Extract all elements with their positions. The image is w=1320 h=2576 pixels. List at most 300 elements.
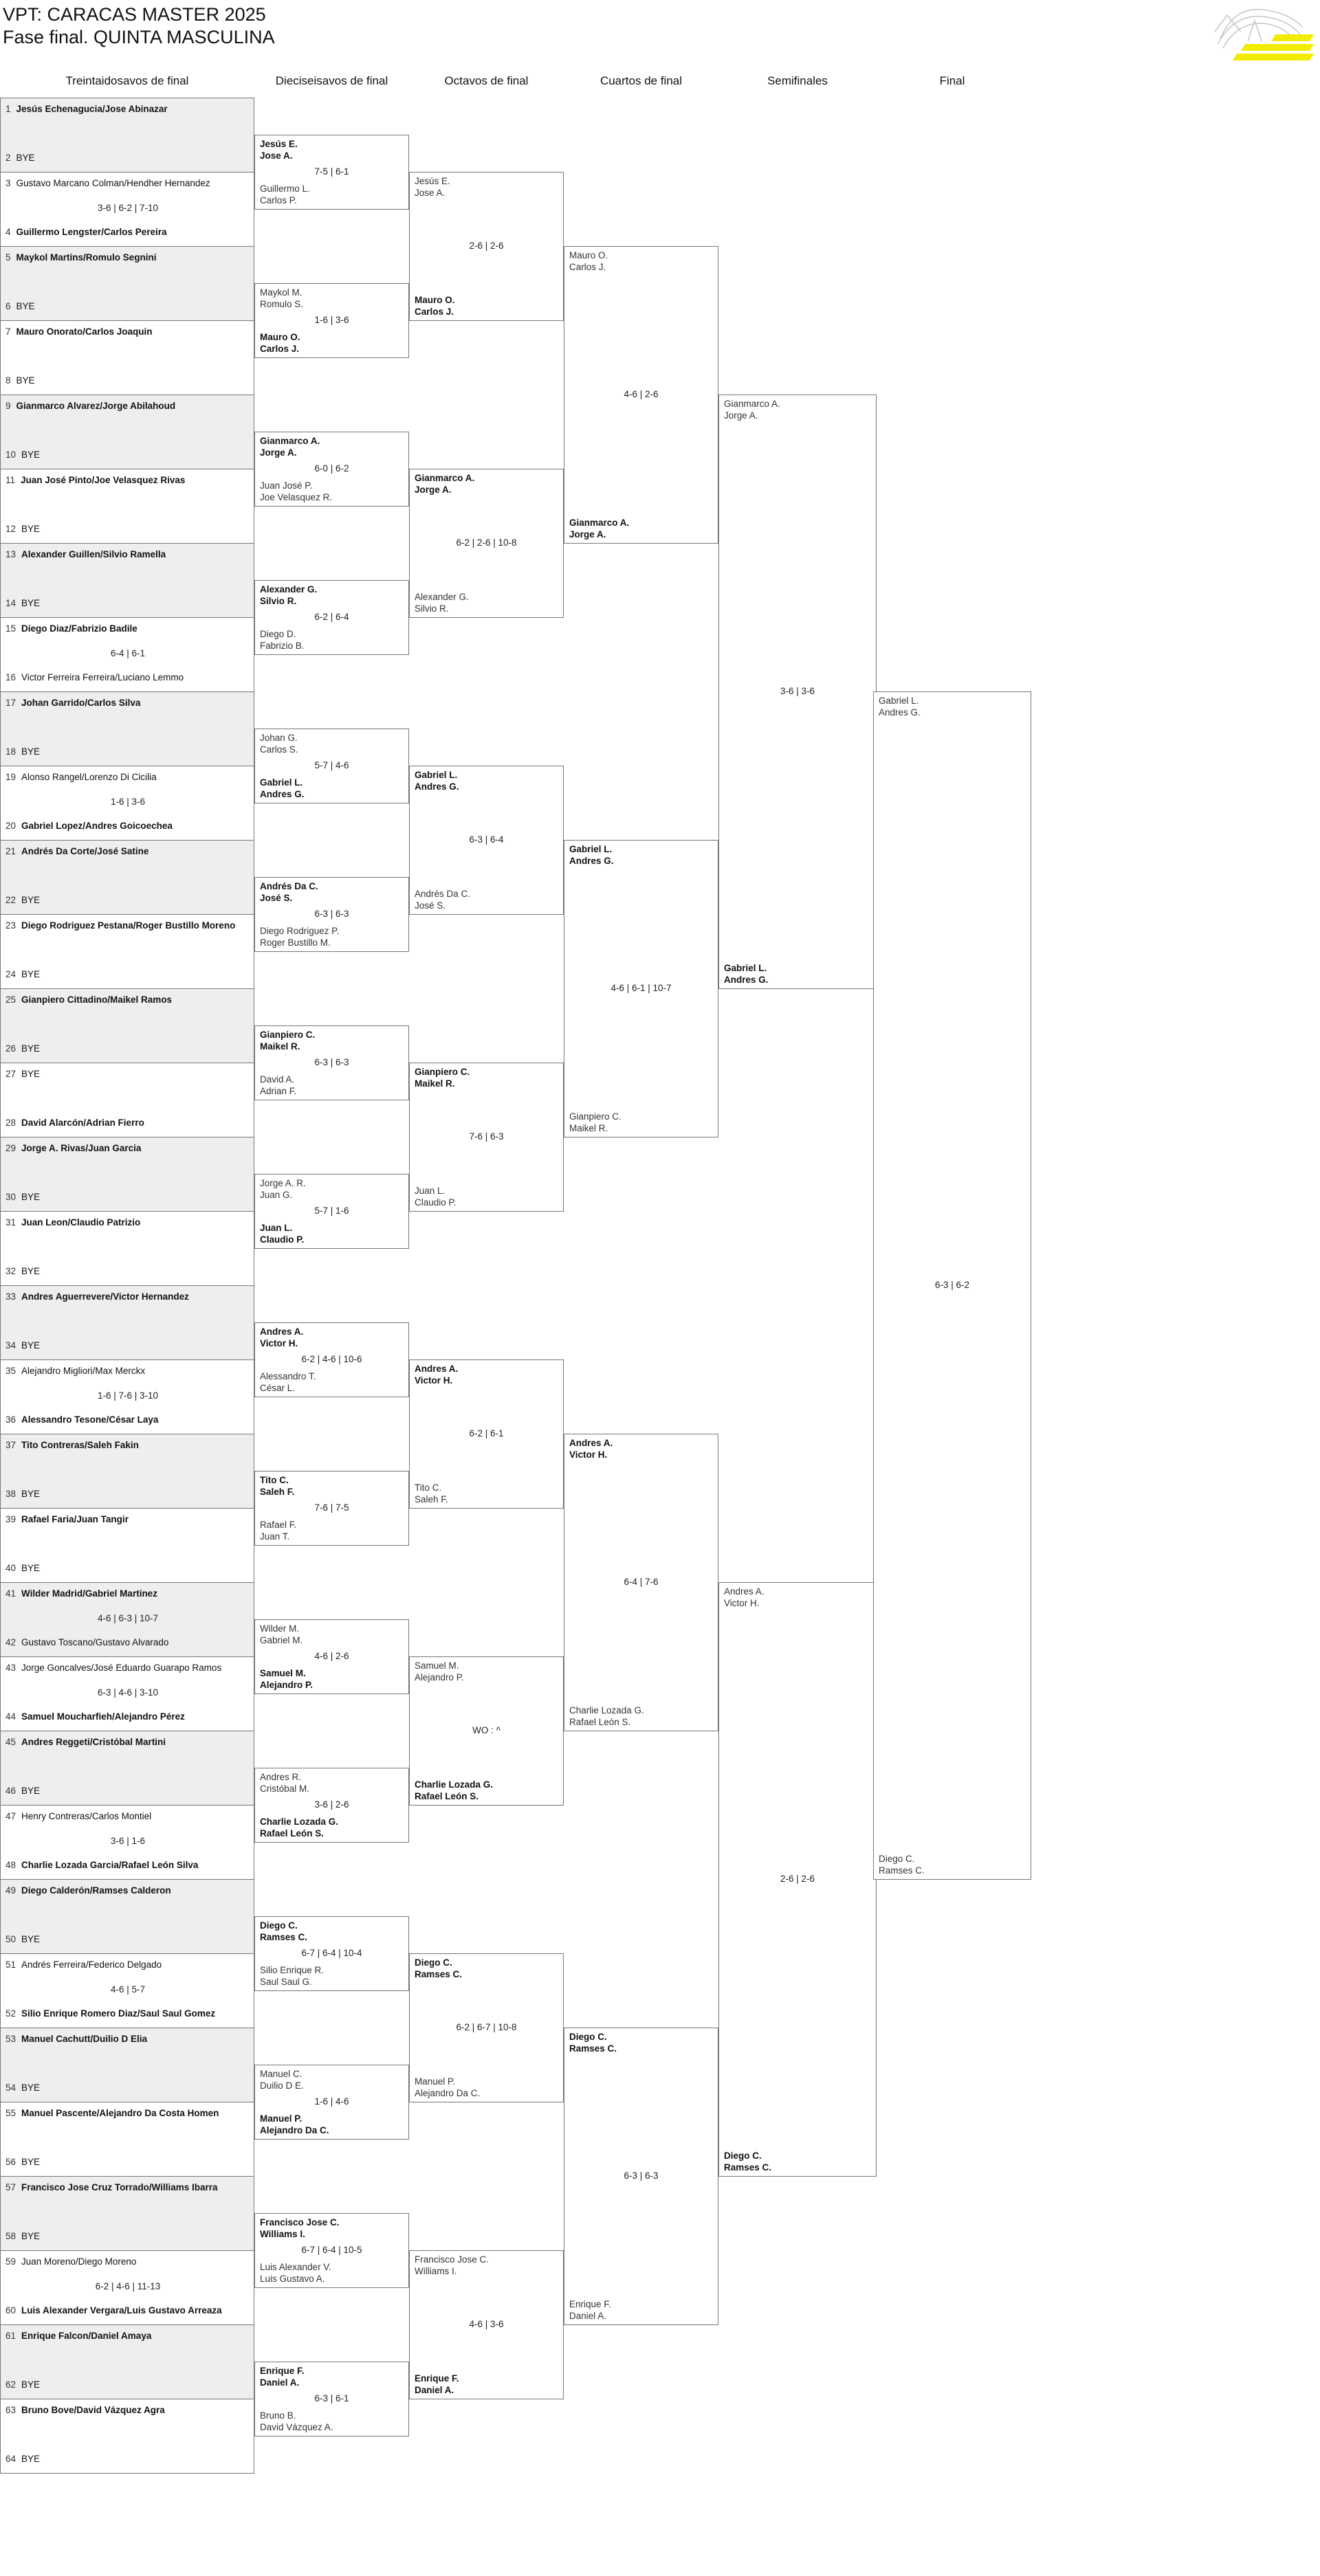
team-row[interactable]: [6, 1489, 252, 1500]
seed-number: 27: [6, 1069, 16, 1079]
player-name: Silvio R.: [415, 603, 449, 614]
player-name: José S.: [415, 900, 446, 911]
column-header-final: Final: [939, 74, 965, 87]
seed-number: 55: [6, 2108, 16, 2118]
player-name: José S.: [260, 893, 293, 903]
team-row[interactable]: [6, 1118, 252, 1129]
seed-number: 41: [6, 1588, 16, 1599]
team-row[interactable]: [6, 2331, 252, 2342]
seed-number: 61: [6, 2331, 16, 2341]
team-row[interactable]: [6, 623, 252, 634]
seed-number: 35: [6, 1366, 16, 1376]
team-row[interactable]: [6, 1860, 252, 1871]
team-name: BYE: [21, 1340, 41, 1351]
player-name: Daniel A.: [260, 2377, 300, 2388]
player-name: Diego C.: [415, 1957, 452, 1968]
team-name: Andres Reggeti/Cristóbal Martini: [21, 1737, 166, 1747]
player-name: Carlos J.: [569, 262, 606, 272]
team-row[interactable]: [6, 1811, 252, 1822]
team-name: Gianmarco Alvarez/Jorge Abilahoud: [16, 401, 176, 411]
team-name: Henry Contreras/Carlos Montiel: [21, 1811, 152, 1821]
player-name: Andres G.: [724, 975, 769, 985]
team-row[interactable]: [6, 1514, 252, 1525]
player-name: Diego Rodriguez P.: [260, 926, 340, 936]
match-score: 6-2 | 6-4: [314, 612, 349, 622]
match-score: 4-6 | 5-7: [110, 1984, 146, 1995]
team-row[interactable]: [6, 2454, 252, 2465]
team-row[interactable]: [6, 449, 252, 460]
match-score: 2-6 | 2-6: [469, 241, 504, 251]
match-r64[interactable]: [0, 914, 254, 989]
team-name: Gianpiero Cittadino/Maikel Ramos: [21, 995, 173, 1005]
seed-number: 21: [6, 846, 16, 856]
player-name: Jorge A.: [569, 529, 606, 540]
team-row[interactable]: [6, 672, 252, 683]
team-row[interactable]: [6, 1192, 252, 1203]
match-score: 5-7 | 4-6: [314, 760, 349, 770]
seed-number: 4: [6, 227, 11, 237]
player-name: Charlie Lozada G.: [260, 1817, 339, 1827]
team-row[interactable]: [6, 153, 252, 164]
team-name: Enrique Falcon/Daniel Amaya: [21, 2331, 152, 2341]
team-name: Gabriel Lopez/Andres Goicoechea: [21, 821, 173, 831]
team-row[interactable]: [6, 920, 252, 931]
player-name: Alejandro Da C.: [415, 2088, 481, 2098]
player-name: Joe Velasquez R.: [260, 492, 333, 502]
player-name: Alejandro P.: [415, 1672, 464, 1683]
team-row[interactable]: [6, 1711, 252, 1722]
team-row[interactable]: [6, 746, 252, 757]
team-name: BYE: [21, 969, 41, 979]
player-name: Francisco Jose C.: [415, 2254, 490, 2265]
match-r64[interactable]: [0, 1656, 254, 1731]
player-name: Silio Enrique R.: [260, 1965, 324, 1975]
player-name: Claudio P.: [260, 1234, 305, 1245]
team-row[interactable]: [6, 2405, 252, 2416]
player-name: Jorge A.: [724, 410, 758, 421]
team-row[interactable]: [6, 1291, 252, 1302]
player-name: Gianmarco A.: [569, 518, 630, 528]
match-r64[interactable]: [0, 840, 254, 915]
team-name: BYE: [21, 746, 41, 757]
player-name: Maikel R.: [415, 1078, 455, 1089]
team-name: Maykol Martins/Romulo Segnini: [16, 252, 157, 263]
seed-number: 42: [6, 1637, 16, 1647]
match-r64[interactable]: [0, 2250, 254, 2325]
team-row[interactable]: [6, 1143, 252, 1154]
player-name: Carlos J.: [260, 344, 300, 354]
team-name: Gustavo Marcano Colman/Hendher Hernandez: [16, 178, 210, 188]
player-name: Rafael León S.: [260, 1828, 324, 1839]
match-score: 6-7 | 6-4 | 10-5: [301, 2245, 362, 2255]
player-name: Victor H.: [415, 1375, 453, 1386]
match-r64[interactable]: [0, 2324, 254, 2399]
player-name: Samuel M.: [415, 1661, 459, 1671]
team-name: Alejandro Migliori/Max Merckx: [21, 1366, 146, 1376]
team-row[interactable]: [6, 2231, 252, 2242]
player-name: Charlie Lozada G.: [569, 1705, 644, 1716]
match-r64[interactable]: [0, 988, 254, 1063]
seed-number: 14: [6, 598, 16, 608]
player-name: Samuel M.: [260, 1668, 306, 1678]
match-score: 4-6 | 6-3 | 10-7: [97, 1613, 159, 1623]
team-name: Silio Enrique Romero Diaz/Saul Saul Gomez: [21, 2008, 216, 2019]
team-row[interactable]: [6, 895, 252, 906]
match-score: 6-3 | 6-3: [624, 2170, 659, 2181]
player-name: Duilio D E.: [260, 2080, 304, 2091]
team-row[interactable]: [6, 1069, 252, 1080]
player-name: Gianmarco A.: [260, 436, 320, 446]
team-row[interactable]: [6, 475, 252, 486]
player-name: Maikel R.: [260, 1041, 300, 1052]
team-row[interactable]: [6, 326, 252, 337]
team-name: Victor Ferreira Ferreira/Luciano Lemmo: [21, 672, 184, 682]
player-name: Diego C.: [260, 1920, 298, 1931]
team-name: BYE: [16, 375, 35, 386]
team-name: Charlie Lozada Garcia/Rafael León Silva: [21, 1860, 199, 1870]
player-name: Daniel A.: [569, 2311, 607, 2321]
match-score: 3-6 | 1-6: [110, 1836, 146, 1846]
seed-number: 52: [6, 2008, 16, 2019]
match-r64[interactable]: [0, 1582, 254, 1657]
player-name: David Vázquez A.: [260, 2422, 333, 2432]
player-name: Mauro O.: [415, 295, 455, 305]
team-row[interactable]: [6, 2379, 252, 2390]
player-name: Ramses C.: [415, 1969, 463, 1979]
team-name: Tito Contreras/Saleh Fakin: [21, 1440, 139, 1450]
team-row[interactable]: [6, 1959, 252, 1970]
player-name: Alejandro P.: [260, 1680, 314, 1690]
team-row[interactable]: [6, 846, 252, 857]
team-row[interactable]: [6, 772, 252, 783]
seed-number: 39: [6, 1514, 16, 1524]
seed-number: 13: [6, 549, 16, 559]
match-r64[interactable]: [0, 766, 254, 841]
player-name: Gianmarco A.: [415, 473, 475, 483]
match-score: 6-3 | 6-4: [469, 834, 504, 845]
team-row[interactable]: [6, 1934, 252, 1945]
player-name: Gabriel L.: [879, 696, 919, 706]
match-r64[interactable]: [0, 98, 254, 173]
player-name: Adrian F.: [260, 1086, 297, 1096]
team-row[interactable]: [6, 2083, 252, 2094]
match-score: 4-6 | 2-6: [624, 389, 659, 399]
team-name: David Alarcón/Adrian Fierro: [21, 1118, 144, 1128]
team-row[interactable]: [6, 1786, 252, 1797]
player-name: Ramses C.: [260, 1932, 308, 1942]
team-row[interactable]: [6, 2008, 252, 2019]
match-r64[interactable]: [0, 691, 254, 766]
team-row[interactable]: [6, 2157, 252, 2168]
player-name: Jesús E.: [260, 139, 298, 149]
player-name: Gabriel M.: [260, 1635, 303, 1645]
player-name: Alexander G.: [415, 592, 469, 602]
player-name: Carlos P.: [260, 195, 297, 206]
player-name: Jose A.: [415, 188, 446, 198]
match-r64[interactable]: [0, 1211, 254, 1286]
team-name: Luis Alexander Vergara/Luis Gustavo Arreaza: [21, 2305, 222, 2316]
team-row[interactable]: [6, 1414, 252, 1425]
team-row[interactable]: [6, 1266, 252, 1277]
seed-number: 44: [6, 1711, 16, 1722]
team-row[interactable]: [6, 995, 252, 1006]
match-r64[interactable]: [0, 1285, 254, 1360]
team-name: BYE: [21, 2157, 41, 2167]
team-name: BYE: [21, 1266, 41, 1276]
team-name: Alessandro Tesone/César Laya: [21, 1414, 159, 1425]
team-row[interactable]: [6, 252, 252, 263]
match-r64[interactable]: [0, 617, 254, 692]
player-name: Charlie Lozada G.: [415, 1779, 494, 1790]
match-score: 6-0 | 6-2: [314, 463, 349, 474]
team-name: BYE: [16, 153, 35, 163]
team-name: BYE: [21, 2379, 41, 2390]
player-name: Rafael León S.: [415, 1791, 479, 1801]
match-r64[interactable]: [0, 1434, 254, 1509]
player-name: Tito C.: [415, 1483, 442, 1493]
player-name: Andrés Da C.: [260, 881, 318, 891]
team-row[interactable]: [6, 104, 252, 115]
team-name: Juan Leon/Claudio Patrizio: [21, 1217, 141, 1228]
column-header-sf: Semifinales: [767, 74, 828, 87]
team-row[interactable]: [6, 524, 252, 535]
team-name: Juan José Pinto/Joe Velasquez Rivas: [21, 475, 186, 485]
player-name: Silvio R.: [260, 596, 297, 606]
player-name: Tito C.: [260, 1475, 289, 1485]
seed-number: 12: [6, 524, 16, 534]
seed-number: 59: [6, 2256, 16, 2267]
column-header-r16: Octavos de final: [444, 74, 529, 87]
player-name: Juan G.: [260, 1190, 293, 1200]
player-name: Enrique F.: [415, 2373, 459, 2384]
match-score: 6-4 | 6-1: [110, 648, 146, 658]
seed-number: 15: [6, 623, 16, 634]
team-row[interactable]: [6, 549, 252, 560]
team-row[interactable]: [6, 1737, 252, 1748]
seed-number: 54: [6, 2083, 16, 2093]
team-row[interactable]: [6, 1340, 252, 1351]
page-subtitle: Fase final. QUINTA MASCULINA: [3, 27, 275, 47]
match-r64[interactable]: [0, 1805, 254, 1880]
team-row[interactable]: [6, 2305, 252, 2316]
seed-number: 8: [6, 375, 11, 386]
player-name: Manuel C.: [260, 2069, 302, 2079]
player-name: Saul Saul G.: [260, 1977, 312, 1987]
match-r64[interactable]: [0, 2399, 254, 2474]
team-name: Mauro Onorato/Carlos Joaquin: [16, 326, 153, 337]
team-row[interactable]: [6, 1885, 252, 1896]
match-score: 6-4 | 7-6: [624, 1577, 659, 1587]
team-row[interactable]: [6, 1217, 252, 1228]
team-row[interactable]: [6, 2182, 252, 2193]
team-name: Jorge A. Rivas/Juan Garcia: [21, 1143, 142, 1153]
match-score: WO : ^: [472, 1725, 500, 1735]
player-name: Jesús E.: [415, 176, 450, 186]
match-score: 6-3 | 4-6 | 3-10: [97, 1687, 159, 1698]
team-name: Diego Rodriguez Pestana/Roger Bustillo Moreno: [21, 920, 236, 931]
seed-number: 3: [6, 178, 11, 188]
match-r64[interactable]: [0, 246, 254, 321]
team-row[interactable]: [6, 1043, 252, 1054]
player-name: Manuel P.: [415, 2076, 456, 2087]
player-name: Juan José P.: [260, 480, 313, 491]
team-row[interactable]: [6, 375, 252, 386]
match-r64[interactable]: [0, 1508, 254, 1583]
team-name: Samuel Moucharfieh/Alejandro Pérez: [21, 1711, 185, 1722]
seed-number: 43: [6, 1663, 16, 1673]
player-name: Juan L.: [260, 1223, 293, 1233]
player-name: Wilder M.: [260, 1623, 299, 1634]
player-name: Ramses C.: [569, 2043, 617, 2054]
player-name: Williams I.: [415, 2266, 457, 2276]
team-name: BYE: [21, 1069, 41, 1079]
match-r64[interactable]: [0, 172, 254, 247]
seed-number: 36: [6, 1414, 16, 1425]
match-r64[interactable]: [0, 2028, 254, 2102]
team-name: BYE: [21, 449, 41, 460]
match-score: 2-6 | 2-6: [780, 1874, 815, 1884]
player-name: Alejandro Da C.: [260, 2125, 329, 2135]
seed-number: 50: [6, 1934, 16, 1944]
match-score: 6-2 | 6-7 | 10-8: [456, 2022, 517, 2032]
team-name: Juan Moreno/Diego Moreno: [21, 2256, 137, 2267]
team-row[interactable]: [6, 2034, 252, 2045]
team-row[interactable]: [6, 301, 252, 312]
player-name: Williams I.: [260, 2229, 305, 2239]
team-name: BYE: [21, 524, 41, 534]
seed-number: 58: [6, 2231, 16, 2241]
team-name: Bruno Bove/David Vázquez Agra: [21, 2405, 165, 2415]
match-score: 1-6 | 4-6: [314, 2096, 349, 2107]
match-r64[interactable]: [0, 543, 254, 618]
seed-number: 24: [6, 969, 16, 979]
player-name: Cristóbal M.: [260, 1784, 310, 1794]
player-name: Victor H.: [569, 1450, 608, 1460]
team-row[interactable]: [6, 969, 252, 980]
player-name: Alessandro T.: [260, 1371, 316, 1381]
team-row[interactable]: [6, 227, 252, 238]
team-row[interactable]: [6, 401, 252, 412]
player-name: Claudio P.: [415, 1197, 456, 1208]
team-row[interactable]: [6, 598, 252, 609]
player-name: Saleh F.: [415, 1494, 448, 1504]
team-name: BYE: [21, 2231, 41, 2241]
player-name: Luis Gustavo A.: [260, 2274, 325, 2284]
player-name: Jose A.: [260, 151, 293, 161]
match-score: 3-6 | 6-2 | 7-10: [97, 203, 159, 213]
match-score: 6-3 | 6-1: [314, 2393, 349, 2403]
match-r64[interactable]: [0, 1731, 254, 1806]
seed-number: 63: [6, 2405, 16, 2415]
seed-number: 56: [6, 2157, 16, 2167]
team-name: BYE: [21, 1934, 41, 1944]
player-name: Enrique F.: [260, 2366, 305, 2376]
player-name: Andres G.: [415, 781, 459, 792]
team-row[interactable]: [6, 698, 252, 709]
team-name: Francisco Jose Cruz Torrado/Williams Ibarra: [21, 2182, 218, 2192]
match-r64[interactable]: [0, 1953, 254, 2028]
player-name: Ramses C.: [879, 1865, 925, 1876]
match-score: 6-3 | 6-2: [934, 1280, 970, 1290]
player-name: Carlos S.: [260, 744, 298, 755]
team-name: BYE: [21, 1043, 41, 1054]
player-name: Bruno B.: [260, 2410, 296, 2421]
team-name: Andrés Ferreira/Federico Delgado: [21, 1959, 162, 1970]
player-name: Carlos J.: [415, 307, 454, 317]
match-score: 7-6 | 6-3: [469, 1131, 504, 1142]
seed-number: 38: [6, 1489, 16, 1499]
team-row[interactable]: [6, 1563, 252, 1574]
match-r64[interactable]: [0, 469, 254, 544]
team-row[interactable]: [6, 178, 252, 189]
match-score: 5-7 | 1-6: [314, 1206, 349, 1216]
player-name: Andres A.: [415, 1364, 459, 1374]
match-r64[interactable]: [0, 1359, 254, 1434]
team-row[interactable]: [6, 1663, 252, 1674]
match-r64[interactable]: [0, 2102, 254, 2177]
player-name: Mauro O.: [260, 332, 300, 342]
match-score: 6-2 | 4-6 | 10-6: [301, 1354, 362, 1364]
match-score: 4-6 | 6-1 | 10-7: [610, 983, 672, 993]
seed-number: 53: [6, 2034, 16, 2044]
seed-number: 5: [6, 252, 11, 263]
team-row[interactable]: [6, 2108, 252, 2119]
match-score: 6-2 | 2-6 | 10-8: [456, 537, 517, 548]
player-name: Maykol M.: [260, 287, 302, 298]
team-row[interactable]: [6, 1588, 252, 1599]
team-row[interactable]: [6, 2256, 252, 2267]
team-row[interactable]: [6, 1440, 252, 1451]
seed-number: 16: [6, 672, 16, 682]
team-name: BYE: [21, 1192, 41, 1202]
team-name: Johan Garrido/Carlos Silva: [21, 698, 141, 708]
match-score: 6-7 | 6-4 | 10-4: [301, 1948, 362, 1958]
seed-number: 2: [6, 153, 11, 163]
player-name: Manuel P.: [260, 2113, 302, 2124]
seed-number: 32: [6, 1266, 16, 1276]
match-r64[interactable]: [0, 1063, 254, 1137]
seed-number: 26: [6, 1043, 16, 1054]
seed-number: 9: [6, 401, 11, 411]
player-name: Maikel R.: [569, 1123, 608, 1133]
seed-number: 57: [6, 2182, 16, 2192]
player-name: Jorge A.: [415, 485, 452, 495]
seed-number: 29: [6, 1143, 16, 1153]
player-name: Rafael F.: [260, 1520, 297, 1530]
match-r64[interactable]: [0, 1137, 254, 1212]
team-name: Andres Aguerrevere/Victor Hernandez: [21, 1291, 189, 1302]
match-r64[interactable]: [0, 1879, 254, 1954]
team-row[interactable]: [6, 1637, 252, 1648]
match-r64[interactable]: [0, 395, 254, 469]
player-name: Enrique F.: [569, 2299, 611, 2309]
team-row[interactable]: [6, 821, 252, 832]
match-r64[interactable]: [0, 2176, 254, 2251]
team-name: Manuel Cachutt/Duilio D Elia: [21, 2034, 148, 2044]
seed-number: 20: [6, 821, 16, 831]
seed-number: 22: [6, 895, 16, 905]
seed-number: 40: [6, 1563, 16, 1573]
player-name: Andres G.: [879, 707, 921, 718]
team-row[interactable]: [6, 1366, 252, 1377]
team-name: Andrés Da Corte/José Satine: [21, 846, 149, 856]
player-name: Ramses C.: [724, 2162, 772, 2173]
player-name: Gabriel L.: [415, 770, 458, 780]
team-name: BYE: [21, 1786, 41, 1796]
match-score: 3-6 | 2-6: [314, 1799, 349, 1810]
player-name: Andres G.: [260, 789, 305, 799]
match-r64[interactable]: [0, 320, 254, 395]
